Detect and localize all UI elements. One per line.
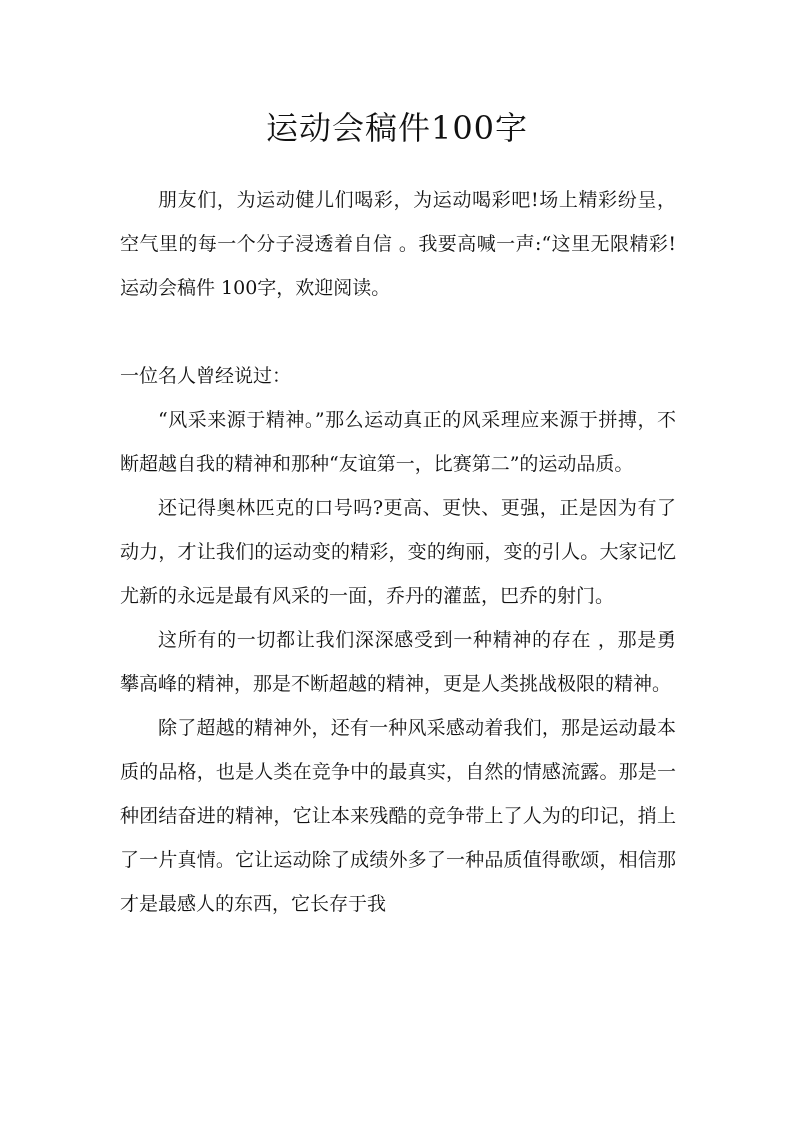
document-title: 运动会稿件100字 (265, 109, 529, 147)
quote-intro-paragraph: 一位名人曾经说过： (120, 365, 292, 387)
intro-paragraph: 朋友们，为运动健儿们喝彩，为运动喝彩吧!场上精彩纷呈，空气里的每一个分子浸透着自信 。我要高喊一声:“这里无限精彩!运动会稿件 100字，欢迎阅读。 (120, 189, 676, 299)
olympic-motto-paragraph: 还记得奥林匹克的口号吗?更高、更快、更强，正是因为有了动力，才让我们的运动变的精彩，变的绚丽，变的引人。大家记忆尤新的永远是最有风采的一面，乔丹的灌蓝，巴乔的射门。 (120, 497, 676, 607)
spirit-paragraph: “风采来源于精神。”那么运动真正的风采理应来源于拼搏，不断超越自我的精神和那种“友谊第一，比赛第二”的运动品质。 (120, 409, 676, 475)
spirit-existence-paragraph: 这所有的一切都让我们深深感受到一种精神的存在 ，那是勇攀高峰的精神，那是不断超越的精神，更是人类挑战极限的精神。 (120, 629, 676, 695)
sportsmanship-paragraph: 除了超越的精神外，还有一种风采感动着我们，那是运动最本质的品格，也是人类在竞争中的最真实，自然的情感流露。那是一种团结奋进的精神，它让本来残酷的竞争带上了人为的印记，捎上了一片真情。它让运动除了成绩外多了一种品质值得歌颂，相信那才是最感人的东西，它长存于我 (120, 717, 676, 915)
paragraph-gap (120, 310, 676, 354)
document-body (120, 178, 676, 926)
